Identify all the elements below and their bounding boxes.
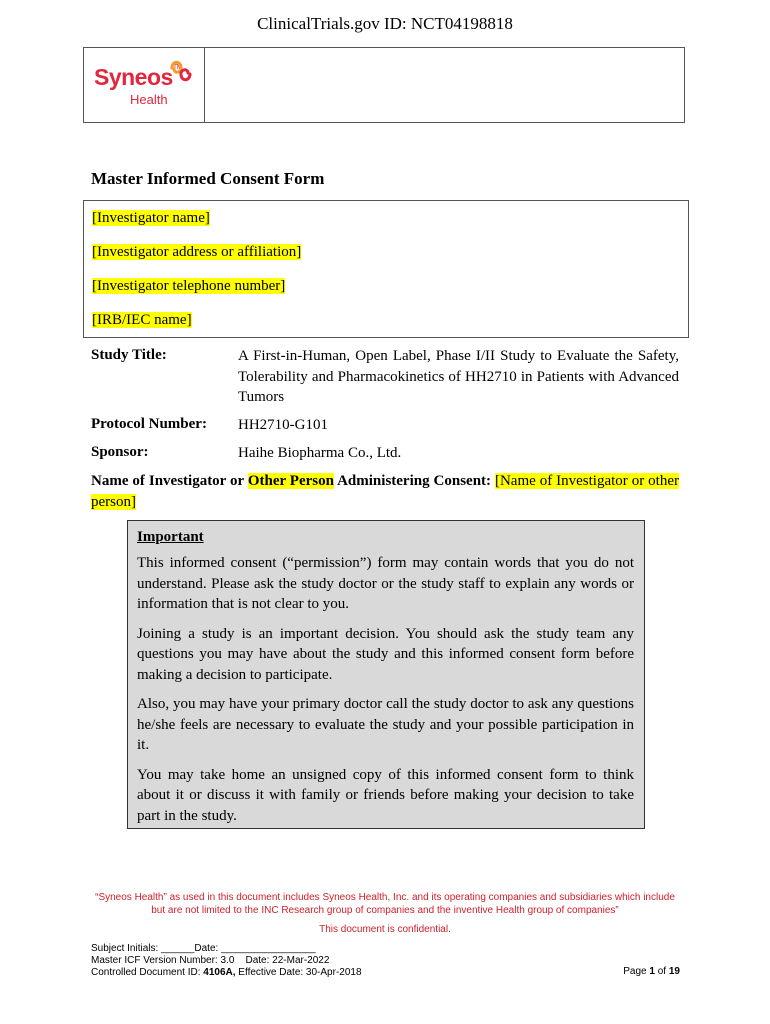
controlled-document-id: 4106A, <box>203 967 236 978</box>
irb-name: [IRB/IEC name] <box>92 312 192 328</box>
study-title-label: Study Title: <box>91 347 167 363</box>
important-heading: Important <box>137 529 204 545</box>
logo-header-box <box>83 47 685 123</box>
icf-version: Master ICF Version Number: 3.0 Date: 22-Mar-2022 <box>91 955 330 966</box>
other-person-highlight: Other Person <box>247 473 334 489</box>
subject-initials: Subject Initials: ______Date: _________________ <box>91 943 316 954</box>
footer-disclaimer-1: “Syneos Health” as used in this document includes Syneos Health, Inc. and its operating companies and subsidiaries which include <box>95 892 675 903</box>
important-paragraph-2: Joining a study is an important decision. You should ask the study team any questions you may have about the study and this informed consent form before making a decision to participate. <box>137 625 634 683</box>
footer-disclaimer-2: but are not limited to the INC Research group of companies and the inventive Health group of companies” <box>151 905 619 916</box>
logo-mark-icon <box>168 58 194 84</box>
controlled-document: Controlled Document ID: 4106A, Effective Date: 30-Apr-2018 <box>91 967 362 978</box>
form-title: Master Informed Consent Form <box>91 169 325 188</box>
footer-confidential: This document is confidential. <box>319 924 451 935</box>
investigator-address: [Investigator address or affiliation] <box>92 244 302 260</box>
logo-box-divider <box>204 48 205 122</box>
investigator-box <box>83 200 689 338</box>
administering-label-suffix: Administering Consent: <box>333 473 495 489</box>
page-number: Page 1 of 19 <box>623 966 680 977</box>
syneos-health-logo <box>92 56 198 116</box>
important-paragraph-4: You may take home an unsigned copy of this informed consent form to think about it or discuss it with family or friends before making your decision to take part in the study. <box>137 766 634 824</box>
protocol-number-value: HH2710-G101 <box>238 417 328 433</box>
clinical-trials-id: ClinicalTrials.gov ID: NCT04198818 <box>257 14 513 33</box>
important-box <box>127 520 645 829</box>
logo-brand: Syneos™ <box>94 64 182 90</box>
study-title-value: A First-in-Human, Open Label, Phase I/II Study to Evaluate the Safety, Tolerability and Pharmacokinetics of HH2710 in Patients with Advanced Tumors <box>238 348 679 405</box>
protocol-number-label: Protocol Number: <box>91 416 207 432</box>
investigator-telephone: [Investigator telephone number] <box>92 278 286 294</box>
sponsor-label: Sponsor: <box>91 444 149 460</box>
investigator-name: [Investigator name] <box>92 210 210 226</box>
administering-label-prefix: Name of Investigator or <box>91 473 248 489</box>
important-paragraph-1: This informed consent (“permission”) form may contain words that you do not understand. Please ask the study doctor or the study staff to explain any words or information that is not clear to you. <box>137 555 634 612</box>
logo-sub: Health <box>130 92 168 107</box>
administering-value: [Name of Investigator or other person] <box>91 473 679 510</box>
important-paragraph-3: Also, you may have your primary doctor call the study doctor to ask any questions he/she feels are necessary to evaluate the study and your possible participation in it. <box>137 696 634 753</box>
administering-consent <box>91 471 679 512</box>
sponsor-value: Haihe Biopharma Co., Ltd. <box>238 445 402 461</box>
